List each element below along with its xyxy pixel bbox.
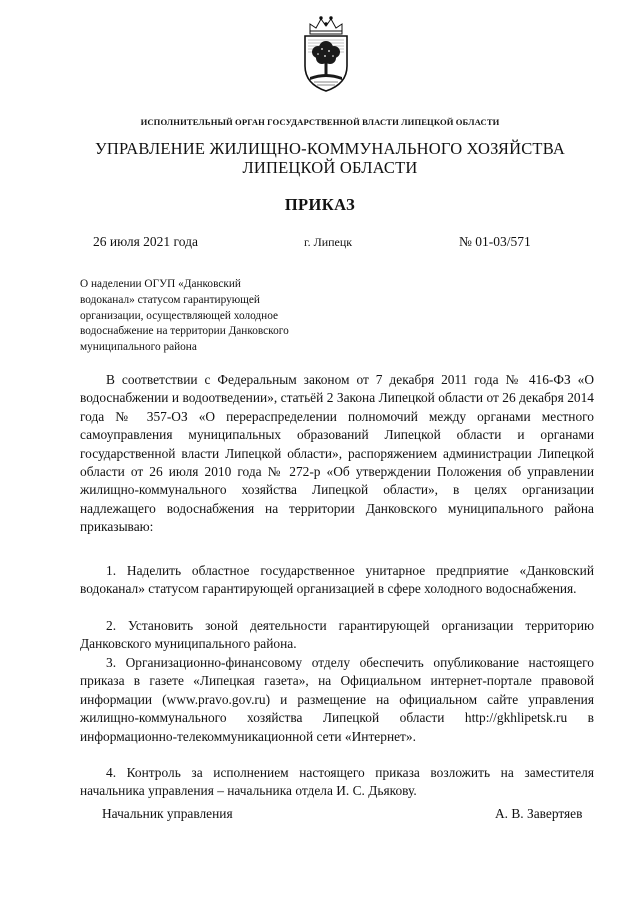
order-item-3: 3. Организационно-финансовому отделу обеспечить опубликование настоящего приказа в газете «Липецкая газета», на Официальном интернет-портале правовой информации (www.pravo.gov.ru) и размещение на официальном сайте управления жилищно-коммунального хозяйства Липецкой области http://gkhlipetsk.ru в информационно-телекоммуникационной сети «Интернет». xyxy=(80,655,594,744)
issuing-authority: ИСПОЛНИТЕЛЬНЫЙ ОРГАН ГОСУДАРСТВЕННОЙ ВЛАСТИ ЛИПЕЦКОЙ ОБЛАСТИ xyxy=(140,117,500,127)
document-type-title: ПРИКАЗ xyxy=(284,195,356,214)
department-name-line1: УПРАВЛЕНИЕ ЖИЛИЩНО-КОММУНАЛЬНОГО ХОЗЯЙСТВА xyxy=(95,139,565,158)
department-name xyxy=(80,139,580,177)
signatory-title: Начальник управления xyxy=(102,806,233,821)
signatory-name: А. В. Завертяев xyxy=(495,806,583,821)
subject-line: организации, осуществляющей холодное xyxy=(80,309,278,322)
department-name-line2: ЛИПЕЦКОЙ ОБЛАСТИ xyxy=(242,158,418,177)
document-number: № 01-03/571 xyxy=(459,234,531,249)
order-subject xyxy=(80,277,340,356)
document-date: 26 июля 2021 года xyxy=(93,234,198,249)
lipetsk-coat-of-arms-icon xyxy=(296,14,356,94)
order-item-4: 4. Контроль за исполнением настоящего приказа возложить на заместителя начальника управления – начальника отдела И. С. Дьякову. xyxy=(80,765,594,799)
subject-line: водоснабжение на территории Данковского xyxy=(80,325,289,338)
document-place: г. Липецк xyxy=(304,235,353,249)
order-item-1: 1. Наделить областное государственное унитарное предприятие «Данковский водоканал» статусом гарантирующей организацией в сфере холодного водоснабжения. xyxy=(80,563,594,597)
order-item-2: 2. Установить зоной деятельности гарантирующей организации территорию Данковского муниципального района. xyxy=(80,618,594,652)
subject-line: О наделении ОГУП «Данковский xyxy=(80,278,241,290)
subject-line: муниципального района xyxy=(80,341,197,354)
subject-line: водоканал» статусом гарантирующей xyxy=(80,293,260,306)
order-preamble: В соответствии с Федеральным законом от 7 декабря 2011 года № 416-ФЗ «О водоснабжении и водоотведении», статьёй 2 Закона Липецкой области от 26 декабря 2014 года № 357-ОЗ «О перераспределении полномочий между органами местного самоуправления муниципальных образований Липецкой области и органами государственной власти Липецкой области», распоряжением администрации Липецкой области от 26 июля 2010 года № 272-р «Об утверждении Положения об управлении жилищно-коммунального хозяйства Липецкой области», в целях организации надлежащего водоснабжения на территории Данковского муниципального района приказываю: xyxy=(80,372,594,535)
